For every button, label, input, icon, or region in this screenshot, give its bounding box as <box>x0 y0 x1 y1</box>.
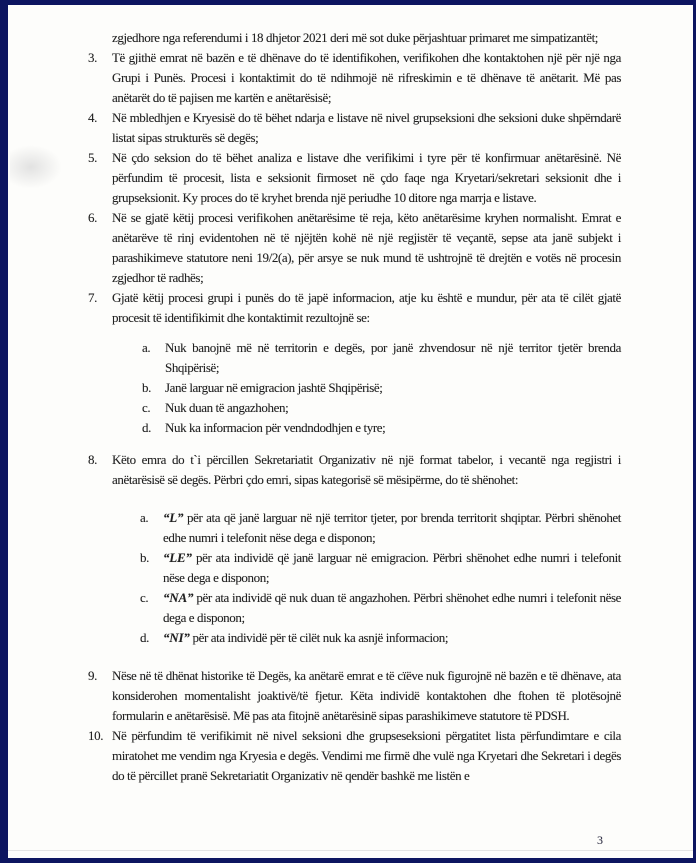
subitem-text: Nuk ka informacion për vendndodhjen e tyre; <box>165 420 386 435</box>
sublist-item <box>142 378 621 398</box>
subitem-text: Janë larguar në emigracion jashtë Shqipërisë; <box>165 380 383 395</box>
item-text: Në përfundim të verifikimit në nivel seksioni dhe grupseseksioni përgatitet lista përfundimtare e cila miratohet me vendim nga Kryesia e degës. Vendimi me firmë dhe vulë nga Kryetari dhe Sekretari i degës do të përcillet pranë Sekretariatit Organizativ në qendër bashkë me listën e <box>112 728 621 783</box>
list-item <box>88 666 621 726</box>
scan-edge-line <box>8 850 693 851</box>
item-text: Të gjithë emrat në bazën e të dhënave do të identifikohen, verifikohen dhe kontaktohen një për një nga Grupi i Punës. Procesi i kontaktimit do të ndihmojë në rifreskimin e të dhënave të anëtarit. Më pas anëtarët do të pajisen me kartën e anëtarësisë; <box>112 50 621 105</box>
sublist-item <box>142 338 621 378</box>
subitem-text: “NA” për ata individë që nuk duan të angazhohen. Përbri shënohet edhe numri i telefonit nëse dega e disponon; <box>163 590 621 625</box>
subitem-text: Nuk duan të angazhohen; <box>165 400 289 415</box>
lettered-sublist <box>140 508 621 648</box>
subitem-text: “LE” për ata individë që janë larguar në emigracion. Përbri shënohet edhe numri i telefonit nëse dega e disponon; <box>163 550 621 585</box>
sublist-item <box>140 588 621 628</box>
subitem-text: Nuk banojnë më në territorin e degës, por janë zhvendosur në një territor tjetër brenda Shqipërisë; <box>165 340 621 375</box>
item-number: 9. <box>88 668 97 683</box>
list-item <box>88 288 621 450</box>
item-number: 4. <box>88 110 97 125</box>
item-text: Gjatë këtij procesi grupi i punës do të japë informacion, atje ku është e mundur, për ata të cilët gjatë procesit të identifikimit dhe kontaktimit rezultojnë se: <box>112 290 621 325</box>
subitem-letter: a. <box>140 510 149 525</box>
item-text: Në se gjatë këtij procesi verifikohen anëtarësime të reja, këto anëtarësime kryhen normalisht. Emrat e anëtarëve të rinj evidentohen në të njëjtën kohë në një regjistër të veçantë, sepse ata janë subjekt i parashikimeve statutore neni 19/2(a), për arsye se nuk mund të ushtrojnë të drejtën e votës në procesin zgjedhor të radhës; <box>112 210 621 285</box>
list-item <box>88 148 621 208</box>
subitem-letter: b. <box>140 550 149 565</box>
category-code: “LE” <box>163 550 192 565</box>
subitem-letter: c. <box>142 400 151 415</box>
list-item <box>88 450 621 664</box>
item-number: 10. <box>88 728 104 743</box>
sublist-item <box>142 398 621 418</box>
list-item <box>88 48 621 108</box>
scan-smudge <box>10 145 62 189</box>
sublist-item <box>140 508 621 548</box>
sublist-item <box>140 548 621 588</box>
item-number: 6. <box>88 210 97 225</box>
subitem-letter: d. <box>140 630 149 645</box>
sublist-item <box>142 418 621 438</box>
item-number: 7. <box>88 290 97 305</box>
subitem-text: “L” për ata që janë larguar në një territor tjeter, por brenda territorit shqiptar. Përbri shënohet edhe numri i telefonit nëse dega e disponon; <box>163 510 621 545</box>
list-item <box>88 208 621 288</box>
paragraph-continuation: zgjedhore nga referendumi i 18 dhjetor 2021 deri më sot duke përjashtuar primaret me simpatizantët; <box>112 30 598 45</box>
lettered-sublist <box>142 338 621 438</box>
item-text: Nëse në të dhënat historike të Degës, ka anëtarë emrat e të cïëve nuk figurojnë në bazën e të dhënave, ata konsiderohen momentalisht joaktivë/të fjetur. Këta individë kontaktohen dhe ftohen të plotësojnë formularin e anëtarësisë. Më pas ata fitojnë anëtarësinë sipas parashikimeve statutore të PDSH. <box>112 668 621 723</box>
list-item <box>88 726 621 786</box>
subitem-letter: a. <box>142 340 151 355</box>
category-code: “L” <box>163 510 184 525</box>
item-number: 5. <box>88 150 97 165</box>
subitem-letter: c. <box>140 590 149 605</box>
numbered-list <box>88 48 621 786</box>
item-text: Në çdo seksion do të bëhet analiza e listave dhe verifikimi i tyre për të konfirmuar anëtarësinë. Në përfundim të procesit, lista e seksionit firmoset në çdo faqe nga Kryetari/sekretari seksionit dhe i grupseksionit. Ky proces do të kryhet brenda një periudhe 10 ditore nga marrja e listave. <box>112 150 621 205</box>
item-number: 3. <box>88 50 97 65</box>
subitem-letter: d. <box>142 420 151 435</box>
subitem-text: “NI” për ata individë për të cilët nuk ka asnjë informacion; <box>163 630 449 645</box>
sublist-item <box>140 628 621 648</box>
page-number: 3 <box>597 833 603 847</box>
item-text: Këto emra do t`i përcillen Sekretariatit Organizativ në një format tabelor, i vecantë nga regjistri i anëtarësisë së degës. Përbri çdo emri, sipas kategorisë së mësipërme, do të shënohet: <box>112 452 621 487</box>
item-number: 8. <box>88 452 97 467</box>
subitem-letter: b. <box>142 380 151 395</box>
item-text: Në mbledhjen e Kryesisë do të bëhet ndarja e listave në nivel grupseksioni dhe seksioni duke shpërndarë listat sipas strukturës së degës; <box>112 110 621 145</box>
category-code: “NI” <box>163 630 190 645</box>
category-code: “NA” <box>163 590 194 605</box>
list-item <box>88 108 621 148</box>
page-content <box>88 28 621 786</box>
